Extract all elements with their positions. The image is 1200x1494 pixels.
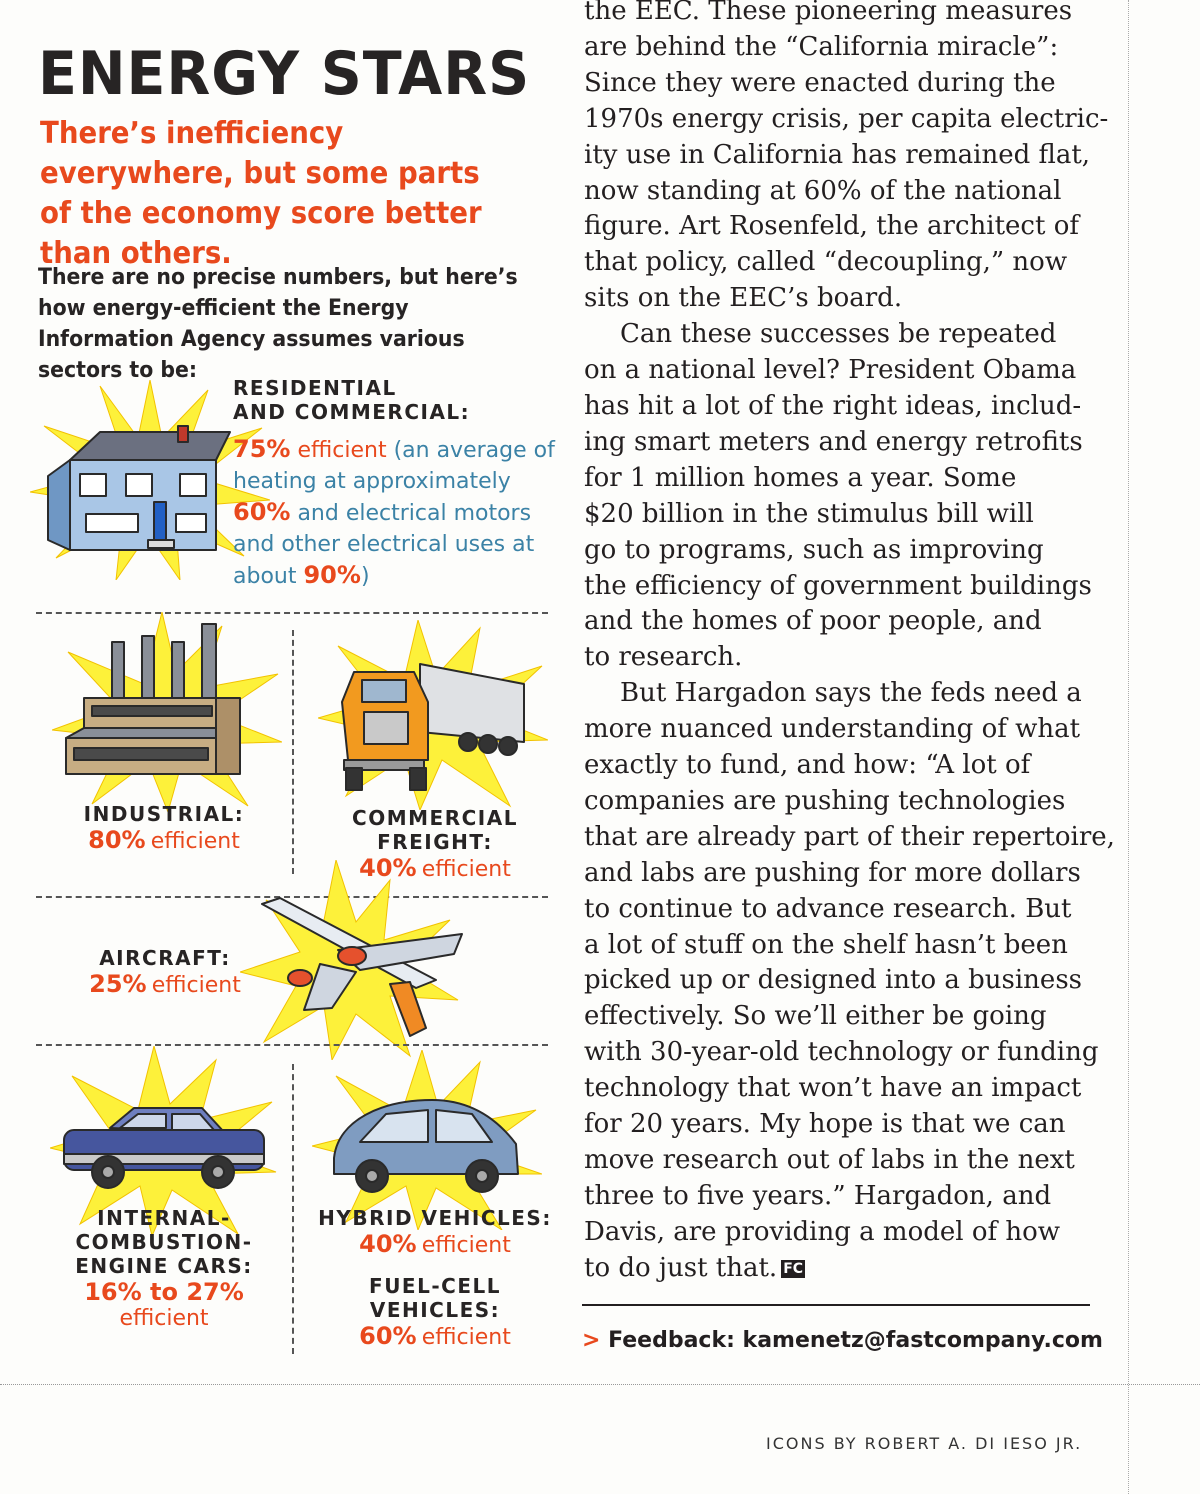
hybrid-car-icon	[312, 1050, 542, 1230]
article-line: and labs are pushing for more dollars	[584, 857, 1081, 888]
article-line: the EEC. These pioneering measures	[584, 0, 1073, 26]
residential-detail-c: )	[360, 564, 370, 589]
aircraft-pct: 25%	[89, 970, 147, 998]
feedback-line	[582, 1328, 1103, 1353]
article-line: that are already part of their repertoire,	[584, 821, 1115, 852]
residential-detail	[233, 434, 563, 592]
divider-vertical	[292, 630, 294, 874]
subtitle: There’s inefficiency everywhere, but some parts of the economy score better than others.	[40, 116, 482, 271]
fuel-cell-eff: efficient	[421, 1325, 511, 1350]
ice-cars-label-2: COMBUSTION-	[75, 1230, 253, 1254]
article-line: exactly to fund, and how: “A lot of	[584, 750, 1031, 781]
factory-icon	[52, 612, 282, 812]
freight-eff: efficient	[421, 857, 511, 882]
article-line: move research out of labs in the next	[584, 1145, 1075, 1175]
ice-cars-pct: 16% to 27%	[84, 1278, 244, 1306]
aircraft-label: AIRCRAFT:	[99, 946, 231, 970]
article-line: Davis, are providing a model of how	[584, 1216, 1061, 1247]
icon-credit: ICONS BY ROBERT A. DI IESO JR.	[766, 1434, 1083, 1453]
freight-label: COMMERCIAL	[352, 806, 518, 830]
ice-cars-label: INTERNAL-	[97, 1206, 231, 1230]
article-line: 1970s energy crisis, per capita electric-	[584, 103, 1109, 134]
article-line: with 30-year-old technology or funding	[584, 1037, 1099, 1068]
paragraph-1	[584, 0, 1109, 317]
article-last-line: to do just that.	[584, 1252, 778, 1283]
article-line: ity use in California has remained flat,	[584, 139, 1091, 170]
article-line: a lot of stuff on the shelf hasn’t been	[584, 929, 1068, 960]
article-line: now standing at 60% of the national	[584, 175, 1062, 206]
ice-cars-label-3: ENGINE CARS:	[75, 1254, 253, 1278]
article-line: three to five years.” Hargadon, and	[584, 1180, 1052, 1211]
hybrid-label: HYBRID VEHICLES:	[318, 1206, 552, 1230]
article-line: Can these successes be repeated	[620, 319, 1057, 350]
truck-icon	[318, 620, 548, 810]
article-line: to research.	[584, 642, 743, 673]
divider-vertical	[292, 1064, 294, 1354]
article-line: picked up or designed into a business	[584, 965, 1082, 996]
article-line: to continue to advance research. But	[584, 893, 1072, 924]
freight-burst	[318, 620, 548, 810]
intro-text: There are no precise numbers, but here’s how energy-efficient the Energy Information Agency assumes various sectors to be:	[38, 265, 518, 383]
hybrid-burst	[312, 1050, 542, 1230]
page-edge-rule	[0, 1384, 1200, 1385]
page-title: ENERGY STARS	[38, 39, 531, 109]
fuel-cell-pct: 60%	[359, 1322, 417, 1350]
residential-label-2: AND COMMERCIAL:	[233, 400, 471, 424]
hybrid-pct: 40%	[359, 1230, 417, 1258]
aircraft-burst	[240, 860, 470, 1060]
fuel-cell-label: FUEL-CELL	[369, 1274, 501, 1298]
heating-pct: 60%	[233, 498, 291, 526]
industrial-eff: efficient	[150, 829, 240, 854]
paragraph-3	[584, 676, 1115, 1286]
freight-pct: 40%	[359, 854, 417, 882]
article-line: for 1 million homes a year. Some	[584, 462, 1017, 493]
fuel-cell-label-2: VEHICLES:	[369, 1298, 501, 1322]
feedback-arrow: >	[582, 1328, 601, 1353]
residential-pct: 75%	[233, 435, 291, 463]
article-line: and the homes of poor people, and	[584, 606, 1042, 637]
article-line: on a national level? President Obama	[584, 355, 1077, 386]
article-line: ing smart meters and energy retrofits	[584, 426, 1083, 457]
residential-detail-b: and electrical motors and other electrical uses at about	[233, 501, 535, 589]
aircraft-eff: efficient	[151, 973, 241, 998]
residential-detail-a: (an average of heating at approximately	[233, 438, 555, 494]
article-line: Since they were enacted during the	[584, 67, 1056, 98]
article-line: the efficiency of government buildings	[584, 570, 1092, 601]
article-line: go to programs, such as improving	[584, 534, 1044, 565]
article-line: figure. Art Rosenfeld, the architect of	[584, 211, 1079, 242]
article-line	[584, 1251, 1104, 1287]
airplane-icon	[240, 860, 470, 1060]
residential-label: RESIDENTIAL	[233, 376, 397, 400]
industrial-pct: 80%	[88, 826, 146, 854]
article-line: has hit a lot of the right ideas, includ-	[584, 390, 1082, 421]
article-line: technology that won’t have an impact	[584, 1073, 1082, 1104]
article-line: for 20 years. My hope is that we can	[584, 1109, 1066, 1140]
article-line: companies are pushing technologies	[584, 785, 1066, 816]
industrial-label: INDUSTRIAL:	[83, 802, 245, 826]
article-line: effectively. So we’ll either be going	[584, 1001, 1047, 1032]
article-line: $20 billion in the stimulus bill will	[584, 498, 1034, 529]
residential-eff: efficient	[297, 438, 387, 463]
feedback-link[interactable]: Feedback: kamenetz@fastcompany.com	[608, 1328, 1103, 1353]
ice-cars-eff: efficient	[119, 1306, 209, 1331]
article-line: But Hargadon says the feds need a	[620, 678, 1082, 709]
page-edge-rule	[1128, 0, 1129, 1494]
hybrid-eff: efficient	[421, 1233, 511, 1258]
freight-label-2: FREIGHT:	[377, 830, 493, 854]
article-line: sits on the EEC’s board.	[584, 283, 903, 314]
paragraph-2	[584, 317, 1104, 676]
article-line: more nuanced understanding of what	[584, 714, 1081, 745]
end-mark-icon: FC	[783, 1260, 804, 1277]
article-line: are behind the “California miracle”:	[584, 31, 1059, 62]
industrial-burst	[52, 612, 282, 812]
feedback-rule	[582, 1304, 1090, 1306]
motors-pct: 90%	[303, 561, 361, 589]
article-line: that policy, called “decoupling,” now	[584, 247, 1068, 278]
article-body	[584, 0, 1115, 1287]
